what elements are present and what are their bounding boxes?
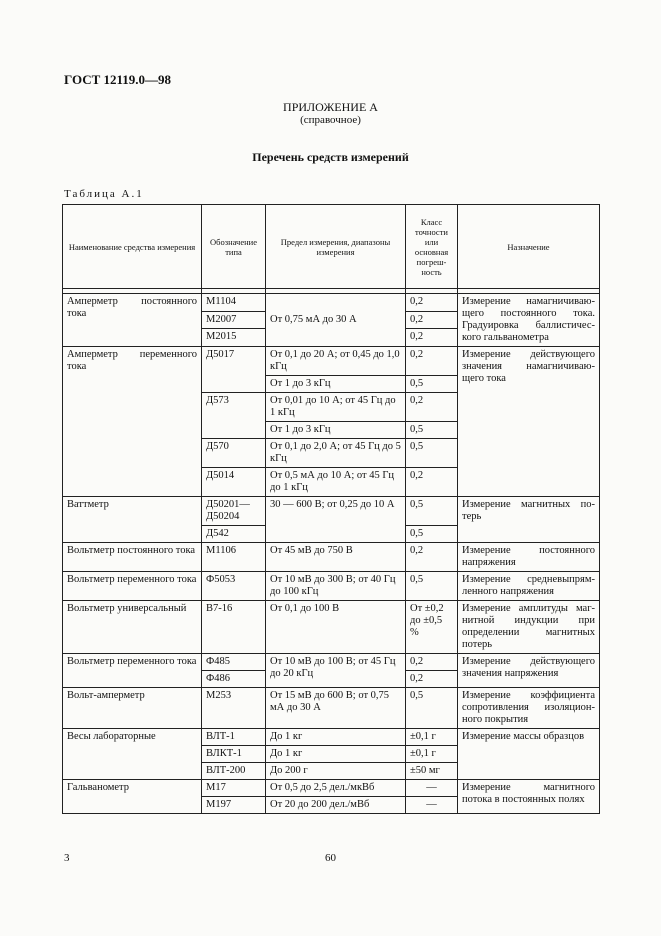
class-cell: 0,5 [406,688,458,729]
purpose-cell: Измерение магнитных по-терь [458,497,600,543]
range-cell: От 0,1 до 20 А; от 0,45 до 1,0 кГц [266,347,406,376]
range-cell: До 1 кг [266,729,406,746]
class-cell: 0,2 [406,468,458,497]
instrument-name: Вольтметр переменного тока [63,654,202,688]
class-cell: 0,2 [406,543,458,572]
purpose-cell: Измерение средневыпрям-ленного напряжения [458,572,600,601]
range-cell: От 0,01 до 10 А; от 45 Гц до 1 кГц [266,393,406,422]
range-cell: От 10 мВ до 100 В; от 45 Гц до 20 кГц [266,654,406,688]
range-cell: От 15 мВ до 600 В; от 0,75 мА до 30 А [266,688,406,729]
instrument-name: Весы лабораторные [63,729,202,780]
table-row [63,780,600,797]
type-cell: Д5014 [202,468,266,497]
column-header: Обозначение типа [202,205,266,289]
class-cell: ±50 мг [406,763,458,780]
range-cell: От 0,1 до 2,0 А; от 45 Гц до 5 кГц [266,439,406,468]
type-cell: М1106 [202,543,266,572]
instrument-name: Ваттметр [63,497,202,543]
type-cell: В7-16 [202,601,266,654]
column-header: Класс точности или основная погреш-ность [406,205,458,289]
column-header: Наименование средства измерения [63,205,202,289]
type-cell: М2015 [202,329,266,347]
table-row [63,654,600,671]
range-cell: От 0,5 мА до 10 А; от 45 Гц до 1 кГц [266,468,406,497]
instrument-name: Вольтметр переменного тока [63,572,202,601]
appendix-title: ПРИЛОЖЕНИЕ А [283,100,378,114]
table-header-row [63,205,600,289]
type-cell: Д50201— Д50204 [202,497,266,526]
range-cell: До 1 кг [266,746,406,763]
type-cell: Д5017 [202,347,266,393]
standard-number: ГОСТ 12119.0—98 [64,72,172,87]
instrument-name: Гальванометр [63,780,202,814]
type-cell: М253 [202,688,266,729]
class-cell: 0,2 [406,329,458,347]
class-cell: 0,5 [406,422,458,439]
type-cell: М1104 [202,294,266,312]
class-cell: 0,5 [406,439,458,468]
table-row [63,601,600,654]
instrument-name: Вольтметр универсальный [63,601,202,654]
appendix-note: (справочное) [300,114,361,126]
type-cell: Ф486 [202,671,266,688]
table-row [63,572,600,601]
instruments-table [62,204,600,814]
table-label: Таблица А.1 [64,188,144,200]
range-cell: От 0,1 до 100 В [266,601,406,654]
list-title: Перечень средств измерений [252,150,409,164]
table-row [63,688,600,729]
column-header: Назначение [458,205,600,289]
class-cell: ±0,1 г [406,729,458,746]
purpose-cell: Измерение действующего значения напряжения [458,654,600,688]
type-cell: ВЛТ-1 [202,729,266,746]
type-cell: М17 [202,780,266,797]
type-cell: Ф5053 [202,572,266,601]
type-cell: ВЛТ-200 [202,763,266,780]
class-cell: 0,2 [406,311,458,329]
type-cell: Д573 [202,393,266,439]
table-row [63,294,600,312]
purpose-cell: Измерение магнитного потока в постоянных полях [458,780,600,814]
class-cell: ±0,1 г [406,746,458,763]
class-cell: 0,5 [406,526,458,543]
class-cell: — [406,780,458,797]
class-cell: 0,2 [406,654,458,671]
type-cell: Д542 [202,526,266,543]
purpose-cell: Измерение постоянного напряжения [458,543,600,572]
instrument-name: Амперметр постоянного тока [63,294,202,347]
class-cell: От ±0,2 до ±0,5 % [406,601,458,654]
column-header: Предел измерения, диапазоны измерения [266,205,406,289]
range-cell: До 200 г [266,763,406,780]
type-cell: ВЛКТ-1 [202,746,266,763]
class-cell: 0,5 [406,376,458,393]
table-row [63,347,600,376]
range-cell: От 0,5 до 2,5 дел./мкВб [266,780,406,797]
page-number: 60 [325,852,336,864]
class-cell: — [406,797,458,814]
class-cell: 0,5 [406,497,458,526]
range-cell: От 10 мВ до 300 В; от 40 Гц до 100 кГц [266,572,406,601]
range-cell: От 45 мВ до 750 В [266,543,406,572]
purpose-cell: Измерение массы образцов [458,729,600,780]
purpose-cell: Измерение коэффициента сопротивления изоляцион-ного покрытия [458,688,600,729]
class-cell: 0,2 [406,294,458,312]
range-cell: 30 — 600 В; от 0,25 до 10 А [266,497,406,543]
table-row [63,543,600,572]
class-cell: 0,2 [406,671,458,688]
class-cell: 0,2 [406,393,458,422]
range-cell: От 20 до 200 дел./мВб [266,797,406,814]
instrument-name: Вольт-амперметр [63,688,202,729]
purpose-cell: Измерение намагничиваю-щего постоянного тока. Градуировка баллистичес-кого гальванометра [458,294,600,347]
footer-left-number: 3 [64,852,70,864]
type-cell: Ф485 [202,654,266,671]
range-cell: От 1 до 3 кГц [266,376,406,393]
table-row [63,729,600,746]
class-cell: 0,2 [406,347,458,376]
table-row [63,497,600,526]
instrument-name: Вольтметр постоянного тока [63,543,202,572]
range-cell: От 0,75 мА до 30 А [266,294,406,347]
class-cell: 0,5 [406,572,458,601]
type-cell: М2007 [202,311,266,329]
range-cell: От 1 до 3 кГц [266,422,406,439]
type-cell: М197 [202,797,266,814]
purpose-cell: Измерение действующего значения намагничиваю-щего тока [458,347,600,497]
purpose-cell: Измерение амплитуды маг-нитной индукции при определении магнитных потерь [458,601,600,654]
instrument-name: Амперметр переменного тока [63,347,202,497]
type-cell: Д570 [202,439,266,468]
